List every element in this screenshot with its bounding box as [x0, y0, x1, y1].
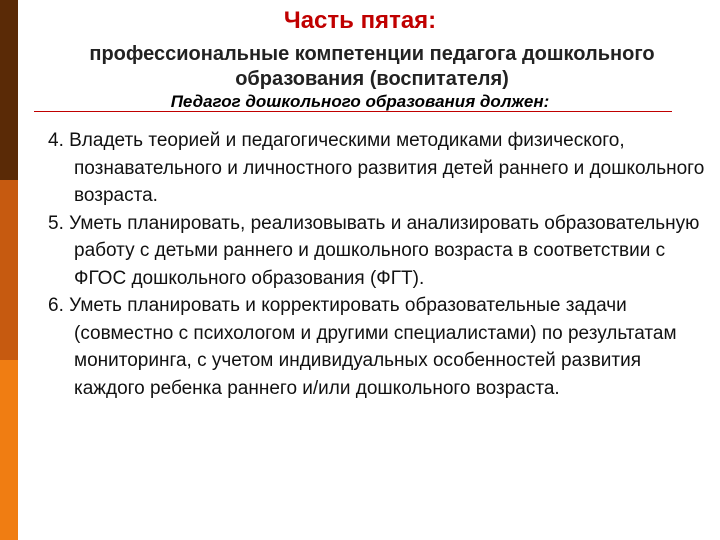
divider-line [34, 111, 672, 112]
slide-title: Часть пятая: [283, 7, 437, 34]
list-item: 6. Уметь планировать и корректировать образовательные задачи (совместно с психологом и другими специалистами) по результатам мониторинга, с учетом индивидуальных особенностей развития каждого ребенка раннего и/или дошкольного возраста. [48, 295, 677, 399]
slide-subtitle: профессиональные компетенции педагога дошкольного образования (воспитателя) [89, 43, 655, 90]
list-item: 4. Владеть теорией и педагогическими методиками физического, познавательного и личностного развития детей раннего и дошкольного возраста. [48, 130, 705, 206]
side-accent-bar-middle [0, 180, 18, 360]
list-item: 5. Уметь планировать, реализовывать и анализировать образовательную работу с детьми раннего и дошкольного возраста в соответствии с ФГОС дошкольного образования (ФГТ). [48, 212, 700, 289]
lead-text: Педагог дошкольного образования должен: [170, 92, 550, 111]
competency-list [48, 127, 708, 402]
side-accent-bar-bottom [0, 360, 18, 540]
